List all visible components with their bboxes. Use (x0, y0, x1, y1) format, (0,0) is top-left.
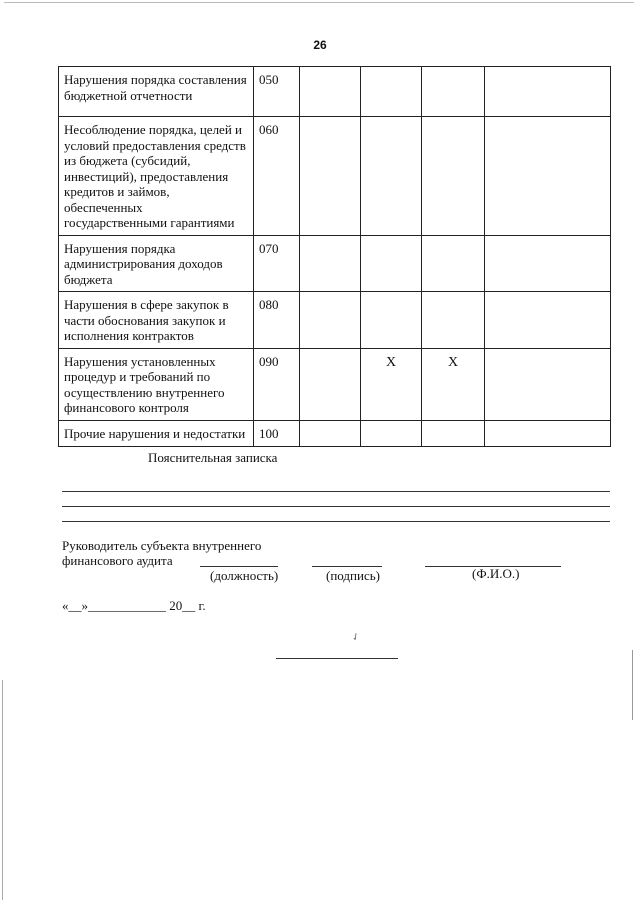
table-row (59, 292, 611, 349)
value-cell (361, 67, 422, 117)
value-cell (361, 420, 422, 446)
bottom-rule (276, 658, 398, 659)
violation-description: Прочие нарушения и недостатки (59, 420, 254, 446)
value-cell (485, 348, 611, 420)
position-line (200, 566, 278, 567)
note-line-2 (62, 506, 610, 507)
position-caption: (должность) (210, 568, 279, 583)
value-cell (300, 420, 361, 446)
table-row (59, 348, 611, 420)
page-frame-top (4, 2, 634, 3)
value-cell (361, 117, 422, 236)
value-cell (485, 292, 611, 349)
note-line-1 (62, 491, 610, 492)
signature-caption: (подпись) (326, 568, 380, 583)
explanatory-note-title: Пояснительная записка (148, 450, 278, 465)
row-code: 050 (254, 67, 300, 117)
violation-description: Несоблюдение порядка, целей и условий предоставления средств из бюджета (субсидий, инвестиций), предоставления кредитов и займов, обеспеченных государственными гарантиями (59, 117, 254, 236)
signature-line (312, 566, 382, 567)
value-cell (485, 235, 611, 292)
audit-head-label: Руководитель субъекта внутреннего финансового аудита (62, 538, 262, 568)
table-row (59, 117, 611, 236)
page-frame-left (2, 680, 3, 900)
violation-description: Нарушения порядка администрирования доходов бюджета (59, 235, 254, 292)
value-cell (422, 117, 485, 236)
value-cell (485, 67, 611, 117)
value-cell (300, 235, 361, 292)
name-caption: (Ф.И.О.) (472, 566, 520, 581)
value-cell (422, 235, 485, 292)
value-cell (422, 420, 485, 446)
tick-mark: ✓ (349, 630, 363, 645)
value-cell (485, 420, 611, 446)
row-code: 070 (254, 235, 300, 292)
value-cell (300, 348, 361, 420)
value-cell (300, 117, 361, 236)
value-cell (485, 117, 611, 236)
note-line-3 (62, 521, 610, 522)
cell-mark: X (385, 354, 397, 370)
violation-description: Нарушения порядка составления бюджетной отчетности (59, 67, 254, 117)
value-cell (422, 348, 485, 420)
value-cell (361, 292, 422, 349)
row-code: 080 (254, 292, 300, 349)
table-row (59, 67, 611, 117)
value-cell (300, 67, 361, 117)
value-cell (422, 292, 485, 349)
cell-mark: X (447, 354, 459, 370)
violation-description: Нарушения установленных процедур и требований по осуществлению внутреннего финансового контроля (59, 348, 254, 420)
page-frame-right (632, 650, 633, 720)
date-line: «__»____________ 20__ г. (62, 598, 206, 613)
value-cell (300, 292, 361, 349)
table-row (59, 235, 611, 292)
value-cell (361, 348, 422, 420)
violations-table (58, 66, 611, 447)
value-cell (361, 235, 422, 292)
value-cell (422, 67, 485, 117)
table-row (59, 420, 611, 446)
row-code: 100 (254, 420, 300, 446)
row-code: 090 (254, 348, 300, 420)
row-code: 060 (254, 117, 300, 236)
page-number: 26 (313, 38, 327, 52)
violation-description: Нарушения в сфере закупок в части обоснования закупок и исполнения контрактов (59, 292, 254, 349)
